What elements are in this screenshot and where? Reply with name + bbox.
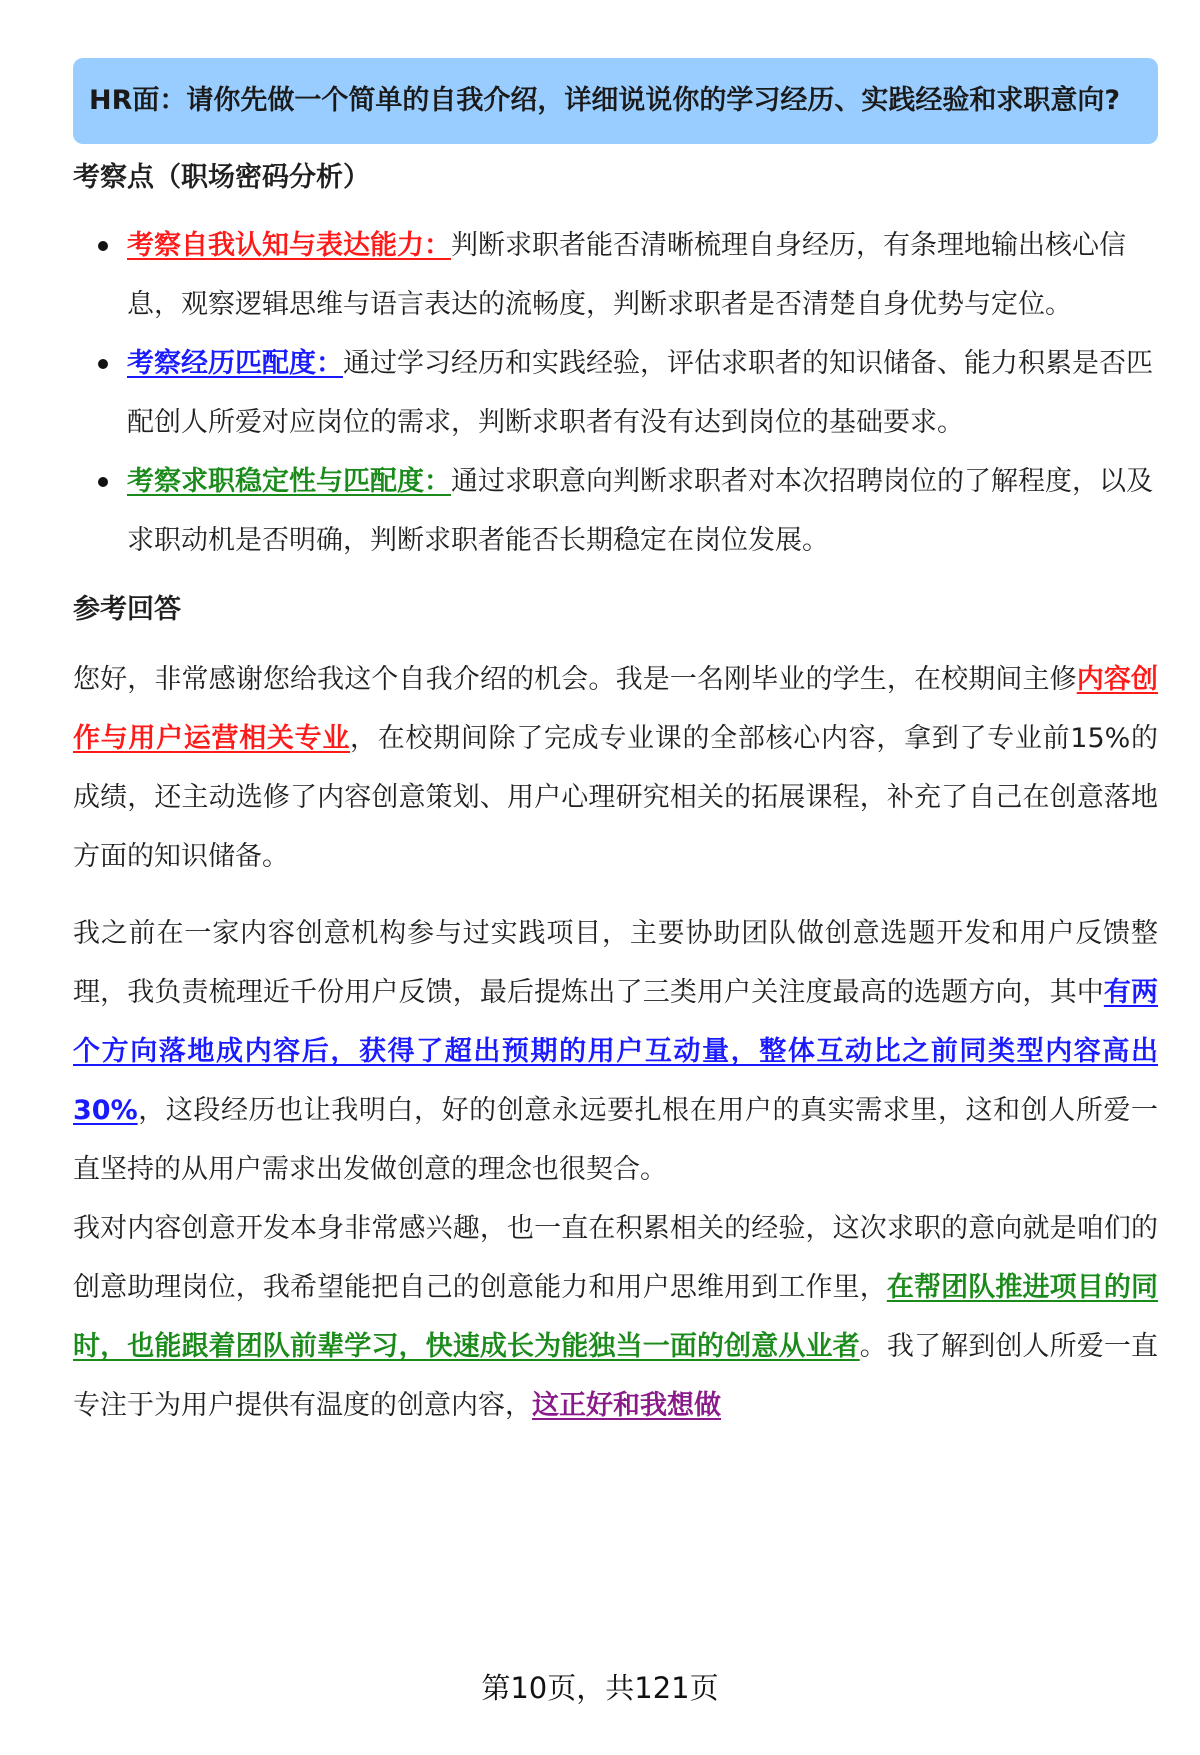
answer-text: ，在校期间除了完成专业课的全部核心内容，拿到了专业前15%的成绩，还主动选修了内容创意策划、用户心理研究相关的拓展课程，补充了自己在创意落地方面的知识储备。 <box>73 723 1159 872</box>
bullet-icon <box>98 477 108 487</box>
analysis-item <box>73 334 1158 452</box>
answer-highlight: 有两个方向落地成内容后，获得了超出预期的用户互动量，整体互动比之前同类型内容高出30% <box>73 977 1159 1126</box>
analysis-keyword: 考察经历匹配度： <box>127 348 343 379</box>
question-box <box>73 58 1158 144</box>
bullet-icon <box>98 241 108 251</box>
answer-highlight: 内容创作与用户运营相关专业 <box>73 664 1159 754</box>
analysis-list <box>73 216 1158 570</box>
question-text: HR面：请你先做一个简单的自我介绍，详细说说你的学习经历、实践经验和求职意向? <box>89 85 1121 116</box>
analysis-keyword: 考察自我认知与表达能力： <box>127 230 451 261</box>
answer-paragraph-3 <box>73 1199 1158 1435</box>
analysis-text: 判断求职者能否清晰梳理自身经历，有条理地输出核心信息，观察逻辑思维与语言表达的流畅度，判断求职者是否清楚自身优势与定位。 <box>127 230 1126 320</box>
answer-highlight: 在帮团队推进项目的同时，也能跟着团队前辈学习，快速成长为能独当一面的创意从业者 <box>73 1272 1159 1362</box>
analysis-item <box>73 216 1158 334</box>
answer-text: 我对内容创意开发本身非常感兴趣，也一直在积累相关的经验，这次求职的意向就是咱们的创意助理岗位，我希望能把自己的创意能力和用户思维用到工作里， <box>73 1213 1158 1303</box>
answer-text: 我之前在一家内容创意机构参与过实践项目，主要协助团队做创意选题开发和用户反馈整理，我负责梳理近千份用户反馈，最后提炼出了三类用户关注度最高的选题方向，其中 <box>73 918 1158 1008</box>
answer-paragraph-1 <box>73 650 1158 886</box>
bullet-icon <box>98 359 108 369</box>
analysis-title: 考察点（职场密码分析） <box>73 162 370 193</box>
page-footer: 第10页，共121页 <box>481 1671 719 1705</box>
answer-text: 。我了解到创人所爱一直专注于为用户提供有温度的创意内容， <box>73 1331 1159 1421</box>
analysis-text: 通过求职意向判断求职者对本次招聘岗位的了解程度，以及求职动机是否明确，判断求职者能否长期稳定在岗位发展。 <box>127 466 1153 556</box>
answer-text: ，这段经历也让我明白，好的创意永远要扎根在用户的真实需求里，这和创人所爱一直坚持的从用户需求出发做创意的理念也很契合。 <box>73 1095 1158 1185</box>
answer-paragraph-2 <box>73 904 1158 1199</box>
answer-title: 参考回答 <box>73 594 181 625</box>
analysis-text: 通过学习经历和实践经验，评估求职者的知识储备、能力积累是否匹配创人所爱对应岗位的需求，判断求职者有没有达到岗位的基础要求。 <box>127 348 1153 438</box>
analysis-keyword: 考察求职稳定性与匹配度： <box>127 466 451 497</box>
answer-highlight: 这正好和我想做 <box>532 1390 721 1421</box>
analysis-item <box>73 452 1158 570</box>
answer-text: 您好，非常感谢您给我这个自我介绍的机会。我是一名刚毕业的学生，在校期间主修 <box>73 664 1077 695</box>
document-page <box>73 58 1158 1435</box>
